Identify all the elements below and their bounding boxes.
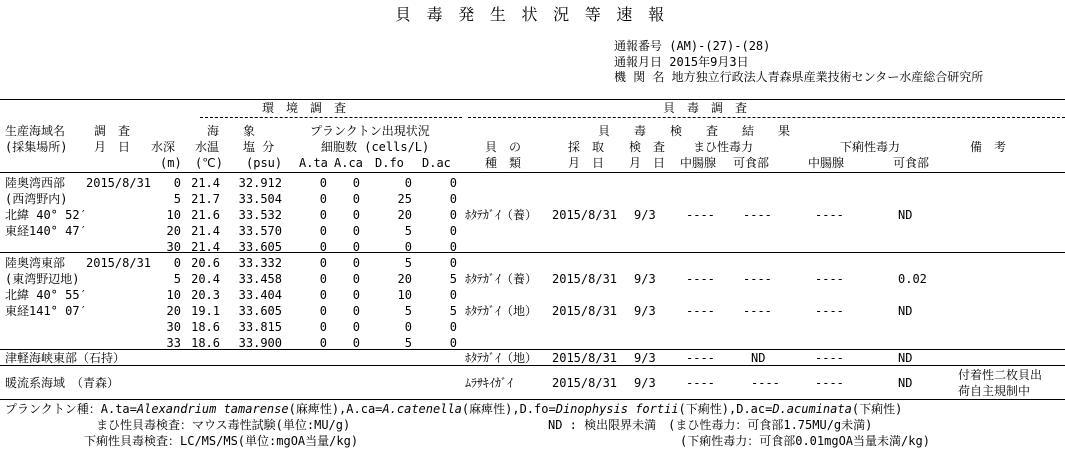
cell-sal: 33.332: [238, 256, 282, 270]
station-name-line: 北緯 40° 55′: [5, 288, 87, 302]
cell-temp: 21.4: [191, 240, 220, 254]
footnote-dac-name: D.acuminata: [772, 402, 852, 416]
cell-ata: 0: [319, 240, 327, 254]
sampling-date: 2015/8/31: [552, 272, 618, 286]
cell-sal: 33.504: [238, 192, 282, 206]
footnote-mid1: (麻痺性),A.ca=: [288, 402, 383, 416]
sampling-date: 2015/8/31: [552, 208, 618, 222]
header-shell-kind: 貝 の: [485, 140, 522, 154]
header-dfo: D.fo: [375, 156, 404, 170]
dsp-edible: ND: [898, 351, 913, 365]
cell-aca: 0: [352, 320, 360, 334]
dsp-edible: ND: [898, 208, 913, 222]
inspect-date: 9/3: [634, 351, 656, 365]
cell-dac: 0: [449, 224, 457, 238]
header-psp: まひ性毒力: [693, 140, 754, 154]
dsp-mid: ----: [815, 351, 844, 365]
shell-species: ﾎﾀﾃｶﾞｲ（地）: [465, 351, 538, 365]
cell-temp: 21.6: [191, 208, 220, 222]
footnote-aca-name: A.catenella: [382, 402, 462, 416]
env-section-title: 環 境 調 査: [262, 101, 347, 115]
psp-mid: ----: [686, 376, 715, 390]
cell-ata: 0: [319, 288, 327, 302]
footnote-mid3: (下痢性),D.ac=: [678, 402, 773, 416]
other-area-rule: [0, 365, 1065, 366]
cell-ata: 0: [319, 256, 327, 270]
cell-depth: 20: [166, 304, 181, 318]
psp-edible: ----: [743, 272, 772, 286]
cell-depth: 5: [173, 272, 181, 286]
cell-dfo: 10: [397, 288, 412, 302]
header-cells: 細胞数 (cells/L): [321, 140, 430, 154]
header-remarks: 備 考: [970, 140, 1007, 154]
station-name-line: (東湾野辺地): [5, 272, 80, 286]
cell-dfo: 20: [397, 272, 412, 286]
header-plankton: プランクトン出現状況: [310, 124, 430, 138]
cell-temp: 18.6: [191, 336, 220, 350]
station1-rule: [0, 252, 1065, 253]
cell-dac: 0: [449, 192, 457, 206]
header-psp-mid: 中腸腺: [680, 156, 717, 170]
cell-aca: 0: [352, 240, 360, 254]
psp-mid: ----: [686, 351, 715, 365]
header-sampling: 採 取: [568, 140, 605, 154]
cell-temp: 21.4: [191, 224, 220, 238]
station2-rule: [0, 349, 1065, 350]
cell-dfo: 20: [397, 208, 412, 222]
header-area-sub: (採集場所): [5, 140, 68, 154]
dsp-edible: ND: [898, 304, 913, 318]
dsp-mid: ----: [815, 272, 844, 286]
footnote-suffix: (下痢性): [851, 402, 903, 416]
station-name-line: 陸奥湾西部: [5, 176, 66, 190]
cell-dfo: 0: [404, 240, 412, 254]
header-salinity: 塩 分: [243, 140, 275, 154]
cell-sal: 33.605: [238, 304, 282, 318]
shell-species: ﾎﾀﾃｶﾞｲ（養）: [465, 272, 538, 286]
cell-depth: 30: [166, 240, 181, 254]
station-name-line: 東経140° 47′: [5, 224, 87, 238]
cell-temp: 21.4: [191, 176, 220, 190]
cell-dfo: 5: [404, 304, 412, 318]
station-name-line: (西湾野内): [5, 192, 68, 206]
cell-aca: 0: [352, 272, 360, 286]
header-depth: 水深: [151, 140, 176, 154]
cell-temp: 18.6: [191, 320, 220, 334]
dsp-mid: ----: [815, 376, 844, 390]
cell-dac: 0: [449, 320, 457, 334]
cell-aca: 0: [352, 192, 360, 206]
footnote-dfo-name: Dinophysis fortii: [555, 402, 679, 416]
header-salinity-unit: (psu): [246, 156, 283, 170]
cell-dac: 0: [449, 256, 457, 270]
cell-temp: 20.6: [191, 256, 220, 270]
footnote-ata-name: Alexandrium tamarense: [136, 402, 289, 416]
sampling-date: 2015/8/31: [552, 376, 618, 390]
header-psp-edible: 可食部: [733, 156, 770, 170]
report-date: 通報月日 2015年9月3日: [614, 55, 749, 69]
cell-aca: 0: [352, 304, 360, 318]
table-bottom-rule: [0, 399, 1065, 400]
cell-temp: 21.7: [191, 192, 220, 206]
header-temp: 水温: [195, 140, 220, 154]
cell-ata: 0: [319, 304, 327, 318]
cell-ata: 0: [319, 272, 327, 286]
header-dsp-mid: 中腸腺: [808, 156, 845, 170]
header-survey: 調 査: [94, 124, 131, 138]
psp-mid: ----: [686, 208, 715, 222]
cell-aca: 0: [352, 288, 360, 302]
header-temp-unit: (℃): [195, 156, 223, 170]
footnote-dsp-note: (下痢性毒力：可食部0.01mgOA当量未満/kg): [680, 434, 930, 448]
psp-mid: ----: [686, 304, 715, 318]
cell-ata: 0: [319, 336, 327, 350]
cell-sal: 33.532: [238, 208, 282, 222]
shell-species: ﾎﾀﾃｶﾞｲ（養）: [465, 208, 538, 222]
station-name-line: 陸奥湾東部: [5, 256, 66, 270]
survey-date: 2015/8/31: [86, 176, 152, 190]
dsp-mid: ----: [815, 208, 844, 222]
cell-ata: 0: [319, 192, 327, 206]
report-number: 通報番号 (AM)-(27)-(28): [614, 39, 771, 53]
cell-depth: 33: [166, 336, 181, 350]
footnote-mid2: (麻痺性),D.fo=: [461, 402, 556, 416]
cell-depth: 0: [173, 176, 181, 190]
header-aca: A.ca: [334, 156, 363, 170]
dsp-edible: 0.02: [898, 272, 927, 286]
remarks-line: 付着性二枚貝出: [958, 368, 1043, 382]
dsp-edible: ND: [898, 376, 913, 390]
header-inspect: 検 査: [629, 140, 666, 154]
header-result: 貝 毒 検 査 結 果: [598, 124, 791, 138]
cell-dac: 0: [449, 336, 457, 350]
cell-sal: 33.900: [238, 336, 282, 350]
cell-temp: 20.4: [191, 272, 220, 286]
psp-edible: ND: [751, 351, 766, 365]
cell-dac: 0: [449, 240, 457, 254]
cell-aca: 0: [352, 256, 360, 270]
cell-dac: 0: [449, 288, 457, 302]
remarks-line: 荷自主規制中: [958, 384, 1031, 398]
inspect-date: 9/3: [634, 304, 656, 318]
shell-species: ﾑﾗｻｷｲｶﾞｲ: [465, 376, 514, 390]
psp-edible: ----: [751, 376, 780, 390]
header-area: 生産海域名: [5, 124, 66, 138]
header-depth-unit: (m): [160, 156, 182, 170]
header-dsp: 下痢性毒力: [840, 140, 901, 154]
cell-temp: 19.1: [191, 304, 220, 318]
psp-edible: ----: [743, 208, 772, 222]
header-survey-sub: 月 日: [94, 140, 131, 154]
psp-mid: ----: [686, 272, 715, 286]
table-top-rule: [0, 99, 1065, 100]
footnote-nd: ND : 検出限界未満 (まひ性毒力：可食部1.75MU/g未満): [548, 418, 873, 432]
header-bottom-rule: [0, 172, 1065, 173]
cell-sal: 33.570: [238, 224, 282, 238]
header-dsp-edible: 可食部: [893, 156, 930, 170]
cell-sal: 33.605: [238, 240, 282, 254]
cell-ata: 0: [319, 208, 327, 222]
header-inspect-sub: 月 日: [629, 156, 666, 170]
cell-depth: 10: [166, 208, 181, 222]
cell-ata: 0: [319, 320, 327, 334]
cell-sal: 33.404: [238, 288, 282, 302]
footnote-plankton: [5, 402, 902, 416]
env-section-rule: [200, 117, 462, 118]
cell-depth: 20: [166, 224, 181, 238]
cell-dac: 0: [449, 208, 457, 222]
cell-depth: 10: [166, 288, 181, 302]
cell-temp: 20.3: [191, 288, 220, 302]
cell-sal: 33.458: [238, 272, 282, 286]
other-area-name: 暖流系海域 （青森）: [5, 376, 120, 390]
sampling-date: 2015/8/31: [552, 351, 618, 365]
header-ata: A.ta: [299, 156, 328, 170]
cell-dac: 0: [449, 176, 457, 190]
psp-edible: ----: [743, 304, 772, 318]
cell-depth: 5: [173, 192, 181, 206]
cell-depth: 30: [166, 320, 181, 334]
cell-dac: 5: [449, 272, 457, 286]
cell-depth: 0: [173, 256, 181, 270]
shellfish-section-rule: [468, 117, 1065, 118]
header-shell-kind-sub: 種 類: [485, 156, 522, 170]
header-sampling-sub: 月 日: [568, 156, 605, 170]
shellfish-section-title: 貝 毒 調 査: [663, 101, 748, 115]
header-sea: 海 象: [207, 124, 256, 138]
page-title: 貝 毒 発 生 状 況 等 速 報: [395, 5, 668, 24]
footnote-prefix: プランクトン種：A.ta=: [5, 402, 137, 416]
cell-dfo: 5: [404, 224, 412, 238]
cell-dfo: 25: [397, 192, 412, 206]
station-name-line: 東経141° 07′: [5, 304, 87, 318]
footnote-psp-method: まひ性貝毒検査：マウス毒性試験(単位:MU/g): [96, 418, 351, 432]
survey-date: 2015/8/31: [86, 256, 152, 270]
dsp-mid: ----: [815, 304, 844, 318]
cell-ata: 0: [319, 224, 327, 238]
cell-aca: 0: [352, 208, 360, 222]
cell-dfo: 5: [404, 256, 412, 270]
cell-aca: 0: [352, 224, 360, 238]
cell-ata: 0: [319, 176, 327, 190]
inspect-date: 9/3: [634, 376, 656, 390]
footnote-dsp-method: 下痢性貝毒検査：LC/MS/MS(単位:mgOA当量/kg): [84, 434, 359, 448]
inspect-date: 9/3: [634, 272, 656, 286]
cell-sal: 33.815: [238, 320, 282, 334]
cell-aca: 0: [352, 176, 360, 190]
cell-dac: 5: [449, 304, 457, 318]
cell-aca: 0: [352, 336, 360, 350]
other-area-name: 津軽海峡東部（石持）: [5, 351, 126, 365]
sampling-date: 2015/8/31: [552, 304, 618, 318]
shell-species: ﾎﾀﾃｶﾞｲ（地）: [465, 304, 538, 318]
station-name-line: 北緯 40° 52′: [5, 208, 87, 222]
cell-dfo: 0: [404, 176, 412, 190]
cell-sal: 32.912: [238, 176, 282, 190]
cell-dfo: 5: [404, 336, 412, 350]
cell-dfo: 0: [404, 320, 412, 334]
header-dac: D.ac: [422, 156, 451, 170]
report-organization: 機 関 名 地方独立行政法人青森県産業技術センター水産総合研究所: [614, 70, 984, 84]
inspect-date: 9/3: [634, 208, 656, 222]
